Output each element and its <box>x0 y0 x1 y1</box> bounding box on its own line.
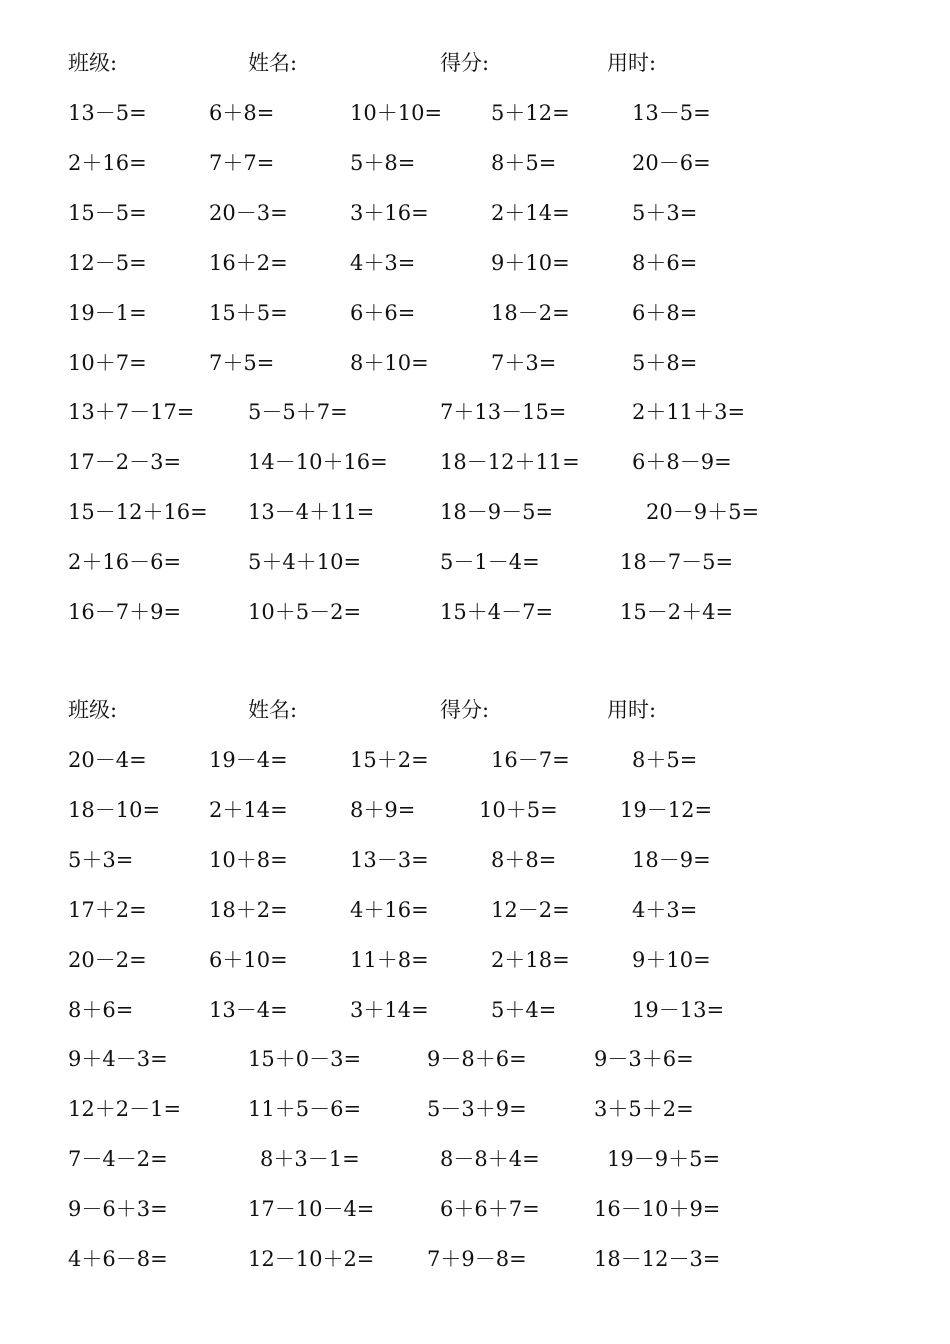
math-problem: 7＋9－8= <box>427 1247 527 1271</box>
math-problem: 9＋10= <box>632 948 711 972</box>
math-problem: 15＋2= <box>350 748 429 772</box>
math-problem: 19－13= <box>632 998 725 1022</box>
mixed-problem-row <box>0 547 950 587</box>
name-label: 姓名: <box>248 51 298 75</box>
math-problem: 8＋5= <box>632 748 698 772</box>
time-label: 用时: <box>607 698 657 722</box>
math-problem: 20－9＋5= <box>646 500 760 524</box>
math-problem: 17＋2= <box>68 898 147 922</box>
math-problem: 16＋2= <box>209 251 288 275</box>
math-problem: 9－8＋6= <box>427 1047 527 1071</box>
math-problem: 5＋8= <box>350 151 416 175</box>
math-problem: 16－10＋9= <box>594 1197 721 1221</box>
simple-problem-row <box>0 148 950 188</box>
math-problem: 5＋3= <box>68 848 134 872</box>
mixed-problem-row <box>0 397 950 437</box>
math-problem: 5－5＋7= <box>248 400 348 424</box>
math-problem: 10＋5= <box>479 798 558 822</box>
math-problem: 15＋0－3= <box>248 1047 362 1071</box>
math-problem: 18＋2= <box>209 898 288 922</box>
simple-problem-row <box>0 298 950 338</box>
math-problem: 13－3= <box>350 848 429 872</box>
mixed-problem-row <box>0 447 950 487</box>
math-problem: 10＋5－2= <box>248 600 362 624</box>
math-problem: 18－10= <box>68 798 161 822</box>
math-problem: 2＋16= <box>68 151 147 175</box>
math-problem: 9－3＋6= <box>594 1047 694 1071</box>
simple-problem-row <box>0 895 950 935</box>
math-problem: 15－2＋4= <box>620 600 734 624</box>
math-problem: 18－9－5= <box>440 500 554 524</box>
math-problem: 4＋16= <box>350 898 429 922</box>
time-label: 用时: <box>607 51 657 75</box>
math-problem: 7＋7= <box>209 151 275 175</box>
math-problem: 13－4＋11= <box>248 500 375 524</box>
math-problem: 10＋7= <box>68 351 147 375</box>
math-problem: 20－2= <box>68 948 147 972</box>
math-problem: 11＋8= <box>350 948 429 972</box>
math-problem: 13－5= <box>632 101 711 125</box>
math-problem: 2＋11＋3= <box>632 400 746 424</box>
math-problem: 10＋8= <box>209 848 288 872</box>
math-problem: 2＋14= <box>209 798 288 822</box>
name-label: 姓名: <box>248 698 298 722</box>
math-problem: 7－4－2= <box>68 1147 168 1171</box>
math-problem: 18－12＋11= <box>440 450 580 474</box>
math-problem: 6＋10= <box>209 948 288 972</box>
math-problem: 10＋10= <box>350 101 443 125</box>
math-problem: 6＋6= <box>350 301 416 325</box>
math-problem: 19－9＋5= <box>607 1147 721 1171</box>
mixed-problem-row <box>0 1094 950 1134</box>
math-problem: 13＋7－17= <box>68 400 195 424</box>
simple-problem-row <box>0 945 950 985</box>
class-label: 班级: <box>68 698 118 722</box>
math-problem: 5＋4＋10= <box>248 550 362 574</box>
math-problem: 5＋4= <box>491 998 557 1022</box>
math-problem: 8＋6= <box>632 251 698 275</box>
math-problem: 8＋10= <box>350 351 429 375</box>
math-problem: 15－12＋16= <box>68 500 208 524</box>
math-problem: 20－6= <box>632 151 711 175</box>
mixed-problem-row <box>0 1194 950 1234</box>
mixed-problem-row <box>0 1044 950 1084</box>
math-problem: 13－5= <box>68 101 147 125</box>
math-problem: 12＋2－1= <box>68 1097 182 1121</box>
mixed-problem-row <box>0 597 950 637</box>
math-problem: 4＋3= <box>632 898 698 922</box>
math-problem: 12－2= <box>491 898 570 922</box>
math-problem: 15＋5= <box>209 301 288 325</box>
mixed-problem-row <box>0 1244 950 1284</box>
math-problem: 2＋18= <box>491 948 570 972</box>
math-problem: 5＋3= <box>632 201 698 225</box>
math-problem: 6＋8= <box>632 301 698 325</box>
header-row <box>0 48 950 88</box>
math-problem: 8＋8= <box>491 848 557 872</box>
math-problem: 8＋5= <box>491 151 557 175</box>
math-problem: 5－1－4= <box>440 550 540 574</box>
math-problem: 18－12－3= <box>594 1247 721 1271</box>
math-problem: 5＋12= <box>491 101 570 125</box>
math-problem: 3＋16= <box>350 201 429 225</box>
math-problem: 12－10＋2= <box>248 1247 375 1271</box>
simple-problem-row <box>0 845 950 885</box>
math-problem: 20－3= <box>209 201 288 225</box>
math-problem: 2＋16－6= <box>68 550 182 574</box>
math-problem: 13－4= <box>209 998 288 1022</box>
math-problem: 7＋3= <box>491 351 557 375</box>
math-problem: 8＋6= <box>68 998 134 1022</box>
math-problem: 5－3＋9= <box>427 1097 527 1121</box>
math-problem: 18－9= <box>632 848 711 872</box>
math-problem: 16－7= <box>491 748 570 772</box>
math-problem: 16－7＋9= <box>68 600 182 624</box>
simple-problem-row <box>0 348 950 388</box>
math-problem: 2＋14= <box>491 201 570 225</box>
simple-problem-row <box>0 248 950 288</box>
math-problem: 7＋5= <box>209 351 275 375</box>
simple-problem-row <box>0 795 950 835</box>
math-problem: 8＋3－1= <box>260 1147 360 1171</box>
math-problem: 6＋8= <box>209 101 275 125</box>
score-label: 得分: <box>440 51 490 75</box>
math-problem: 19－12= <box>620 798 713 822</box>
header-row <box>0 695 950 735</box>
math-problem: 7＋13－15= <box>440 400 567 424</box>
simple-problem-row <box>0 198 950 238</box>
math-problem: 9＋10= <box>491 251 570 275</box>
math-problem: 15＋4－7= <box>440 600 554 624</box>
math-problem: 19－4= <box>209 748 288 772</box>
math-problem: 15－5= <box>68 201 147 225</box>
math-problem: 4＋6－8= <box>68 1247 168 1271</box>
math-problem: 9－6＋3= <box>68 1197 168 1221</box>
math-problem: 6＋6＋7= <box>440 1197 540 1221</box>
math-problem: 17－10－4= <box>248 1197 375 1221</box>
math-problem: 20－4= <box>68 748 147 772</box>
class-label: 班级: <box>68 51 118 75</box>
math-problem: 3＋5＋2= <box>594 1097 694 1121</box>
math-problem: 9＋4－3= <box>68 1047 168 1071</box>
math-problem: 4＋3= <box>350 251 416 275</box>
math-problem: 18－2= <box>491 301 570 325</box>
math-problem: 8＋9= <box>350 798 416 822</box>
math-problem: 18－7－5= <box>620 550 734 574</box>
mixed-problem-row <box>0 1144 950 1184</box>
score-label: 得分: <box>440 698 490 722</box>
math-problem: 14－10＋16= <box>248 450 388 474</box>
math-problem: 19－1= <box>68 301 147 325</box>
simple-problem-row <box>0 995 950 1035</box>
math-problem: 8－8＋4= <box>440 1147 540 1171</box>
math-problem: 3＋14= <box>350 998 429 1022</box>
simple-problem-row <box>0 98 950 138</box>
simple-problem-row <box>0 745 950 785</box>
math-problem: 12－5= <box>68 251 147 275</box>
math-problem: 6＋8－9= <box>632 450 732 474</box>
math-problem: 11＋5－6= <box>248 1097 362 1121</box>
math-problem: 5＋8= <box>632 351 698 375</box>
math-problem: 17－2－3= <box>68 450 182 474</box>
mixed-problem-row <box>0 497 950 537</box>
